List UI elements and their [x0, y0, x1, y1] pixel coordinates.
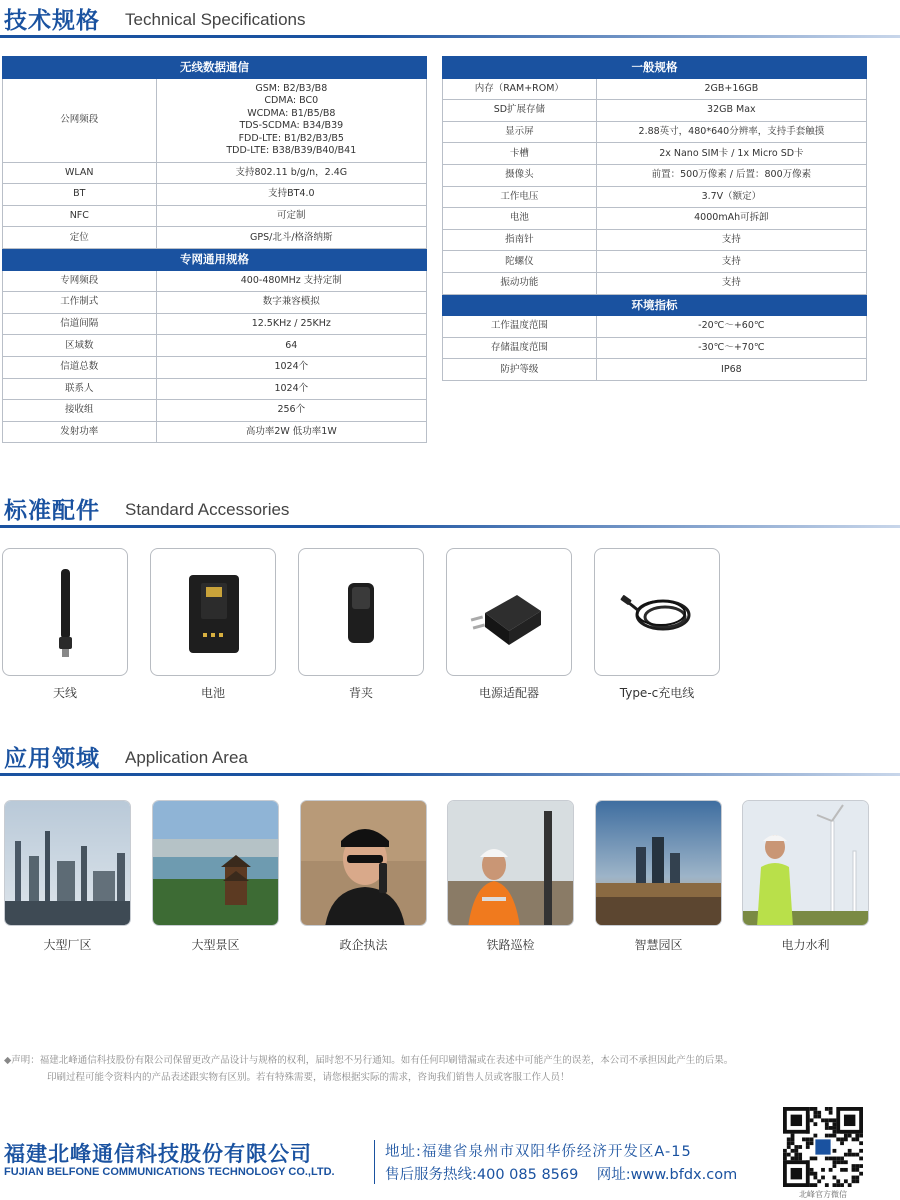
- spec-label: 信道间隔: [3, 313, 157, 335]
- table-row: [3, 205, 427, 227]
- spec-label: 区域数: [3, 335, 157, 357]
- table-header-environment: [443, 294, 867, 316]
- section-header-application: [0, 740, 900, 780]
- cable-image: [595, 549, 719, 675]
- table-row: [3, 356, 427, 378]
- table-row: [3, 421, 427, 443]
- accessory-card-battery: [150, 548, 276, 676]
- spec-value: 12.5KHz / 25KHz: [156, 313, 426, 335]
- spec-label: 工作温度范围: [443, 316, 597, 338]
- spec-value-line: TDD-LTE: B38/B39/B40/B41: [226, 145, 357, 157]
- spec-value: 支持: [596, 229, 866, 251]
- spec-table-left: [2, 56, 427, 443]
- hotline-and-website: 售后服务热线:400 085 8569 网址:www.bfdx.com: [385, 1167, 738, 1183]
- spec-value: 256个: [156, 400, 426, 422]
- accessory-label: 电源适配器: [478, 686, 539, 700]
- qr-code-icon: [783, 1107, 863, 1187]
- spec-value: 64: [156, 335, 426, 357]
- disclaimer-line-1: ◆声明：福建北峰通信科技股份有限公司保留更改产品设计与规格的权利，届时恕不另行通知。如有任何印刷错漏或在表述中可能产生的误差，本公司不承担因此产生的后果。: [4, 1055, 734, 1066]
- application-label: 大型景区: [191, 938, 240, 952]
- application-label: 智慧园区: [634, 938, 683, 952]
- spec-table-right: [442, 56, 867, 381]
- table-row: [443, 143, 867, 165]
- spec-value: 支持BT4.0: [156, 184, 426, 206]
- disclaimer-line-2: 印刷过程可能令资料内的产品表述跟实物有区别。若有特殊需要，请您根据实际的需求，咨询我们销售人员或客服工作人员！: [47, 1072, 570, 1083]
- spec-value: -20℃～+60℃: [596, 316, 866, 338]
- spec-value-line: WCDMA: B1/B5/B8: [247, 107, 336, 119]
- application-image-railway: [447, 800, 574, 926]
- table-row: [3, 162, 427, 184]
- spec-value: 可定制: [156, 205, 426, 227]
- table-row: [443, 272, 867, 294]
- section-title-en: Application Area: [125, 748, 248, 767]
- table-row: [3, 335, 427, 357]
- accessory-card-power-adapter: [446, 548, 572, 676]
- section-title-zh: 标准配件: [4, 498, 100, 524]
- spec-value-line: FDD-LTE: B1/B2/B3/B5: [238, 132, 344, 144]
- table-row: [443, 337, 867, 359]
- spec-value: 400-480MHz 支持定制: [156, 270, 426, 292]
- spec-label: 卡槽: [443, 143, 597, 165]
- spec-value: 支持: [596, 251, 866, 273]
- spec-label: 防护等级: [443, 359, 597, 381]
- spec-value: IP68: [596, 359, 866, 381]
- spec-value: 2GB+16GB: [596, 78, 866, 100]
- spec-label: 工作制式: [3, 292, 157, 314]
- accessory-card-type-c-cable: [594, 548, 720, 676]
- spec-value: 1024个: [156, 356, 426, 378]
- table-header-general: [443, 57, 867, 79]
- table-row: [3, 184, 427, 206]
- spec-value: 2x Nano SIM卡 / 1x Micro SD卡: [596, 143, 866, 165]
- table-row: [443, 100, 867, 122]
- battery-image: [151, 549, 275, 675]
- spec-label: 定位: [3, 227, 157, 249]
- company-name-en: FUJIAN BELFONE COMMUNICATIONS TECHNOLOGY CO.,LTD.: [4, 1166, 335, 1178]
- spec-value: [156, 78, 426, 162]
- application-label: 政企执法: [339, 938, 388, 952]
- spec-value-line: TDS-SCDMA: B34/B39: [239, 120, 344, 132]
- accessory-label: 背夹: [348, 686, 373, 700]
- spec-label: 工作电压: [443, 186, 597, 208]
- application-label: 大型厂区: [43, 938, 92, 952]
- disclaimer: [4, 1052, 884, 1086]
- table-row: [443, 251, 867, 273]
- accessory-card-belt-clip: [298, 548, 424, 676]
- spec-label: NFC: [3, 205, 157, 227]
- application-image-power-water: [742, 800, 869, 926]
- application-label: 电力水利: [781, 938, 830, 952]
- table-row: [443, 186, 867, 208]
- spec-label: 专网频段: [3, 270, 157, 292]
- application-image-smart-park: [595, 800, 722, 926]
- accessory-label: 电池: [200, 686, 225, 700]
- section-title-zh: 应用领域: [4, 746, 100, 772]
- section-divider: [0, 773, 900, 776]
- spec-label: 显示屏: [443, 121, 597, 143]
- footer-divider: [374, 1140, 375, 1184]
- spec-value: 2.88英寸，480*640分辨率，支持手套触摸: [596, 121, 866, 143]
- table-header-private-network-cell: 专网通用规格: [3, 248, 427, 270]
- belt-clip-image: [299, 549, 423, 675]
- spec-label: 信道总数: [3, 356, 157, 378]
- accessory-label: 天线: [52, 686, 77, 700]
- company-name-zh: 福建北峰通信科技股份有限公司: [4, 1142, 312, 1166]
- spec-value: GPS/北斗/格洛纳斯: [156, 227, 426, 249]
- table-header-environment-cell: 环境指标: [443, 294, 867, 316]
- section-divider: [0, 35, 900, 38]
- table-header-wireless: [3, 57, 427, 79]
- table-row: [3, 400, 427, 422]
- power-adapter-image: [447, 549, 571, 675]
- table-row: [3, 227, 427, 249]
- spec-value: 3.7V（额定）: [596, 186, 866, 208]
- spec-value: 1024个: [156, 378, 426, 400]
- spec-label: 指南针: [443, 229, 597, 251]
- spec-label: 发射功率: [3, 421, 157, 443]
- spec-label: BT: [3, 184, 157, 206]
- spec-value: 前置：500万像素 / 后置：800万像素: [596, 164, 866, 186]
- spec-value-line: GSM: B2/B3/B8: [255, 82, 328, 94]
- spec-label: 陀螺仪: [443, 251, 597, 273]
- table-row: [3, 313, 427, 335]
- qr-label: 北峰官方微信: [799, 1190, 847, 1199]
- application-image-law-enforcement: [300, 800, 427, 926]
- table-row: [3, 270, 427, 292]
- table-row: [443, 121, 867, 143]
- spec-label: WLAN: [3, 162, 157, 184]
- spec-label: 摄像头: [443, 164, 597, 186]
- section-divider: [0, 525, 900, 528]
- application-label: 铁路巡检: [486, 938, 535, 952]
- spec-label: 存储温度范围: [443, 337, 597, 359]
- application-image-factory: [4, 800, 131, 926]
- section-title-zh: 技术规格: [4, 8, 100, 34]
- spec-label: 联系人: [3, 378, 157, 400]
- table-row: [443, 164, 867, 186]
- spec-label: 电池: [443, 208, 597, 230]
- table-header-private-network: [3, 248, 427, 270]
- table-row: [3, 78, 427, 162]
- spec-value: 32GB Max: [596, 100, 866, 122]
- spec-value: 支持802.11 b/g/n，2.4G: [156, 162, 426, 184]
- spec-value: -30℃～+70℃: [596, 337, 866, 359]
- table-row: [443, 78, 867, 100]
- spec-value-line: CDMA: BC0: [264, 95, 319, 107]
- company-address: 地址:福建省泉州市双阳华侨经济开发区A-15: [385, 1144, 692, 1160]
- application-image-scenic: [152, 800, 279, 926]
- spec-value: 数字兼容模拟: [156, 292, 426, 314]
- table-row: [3, 292, 427, 314]
- table-row: [3, 378, 427, 400]
- spec-label: 内存（RAM+ROM）: [443, 78, 597, 100]
- section-title-en: Standard Accessories: [125, 500, 290, 519]
- spec-label: 振动功能: [443, 272, 597, 294]
- spec-value: 支持: [596, 272, 866, 294]
- table-row: [443, 316, 867, 338]
- section-header-accessories: [0, 492, 900, 532]
- accessory-label: Type-c充电线: [619, 686, 695, 700]
- antenna-image: [3, 549, 127, 675]
- accessory-card-antenna: [2, 548, 128, 676]
- spec-label: SD扩展存储: [443, 100, 597, 122]
- spec-value: 高功率2W 低功率1W: [156, 421, 426, 443]
- table-row: [443, 229, 867, 251]
- table-header-general-cell: 一般规格: [443, 57, 867, 79]
- spec-value: 4000mAh可拆卸: [596, 208, 866, 230]
- table-header-wireless-cell: 无线数据通信: [3, 57, 427, 79]
- spec-label: 接收组: [3, 400, 157, 422]
- spec-label: 公网频段: [3, 78, 157, 162]
- table-row: [443, 359, 867, 381]
- table-row: [443, 208, 867, 230]
- section-header-tech: [0, 2, 900, 42]
- section-title-en: Technical Specifications: [125, 10, 306, 29]
